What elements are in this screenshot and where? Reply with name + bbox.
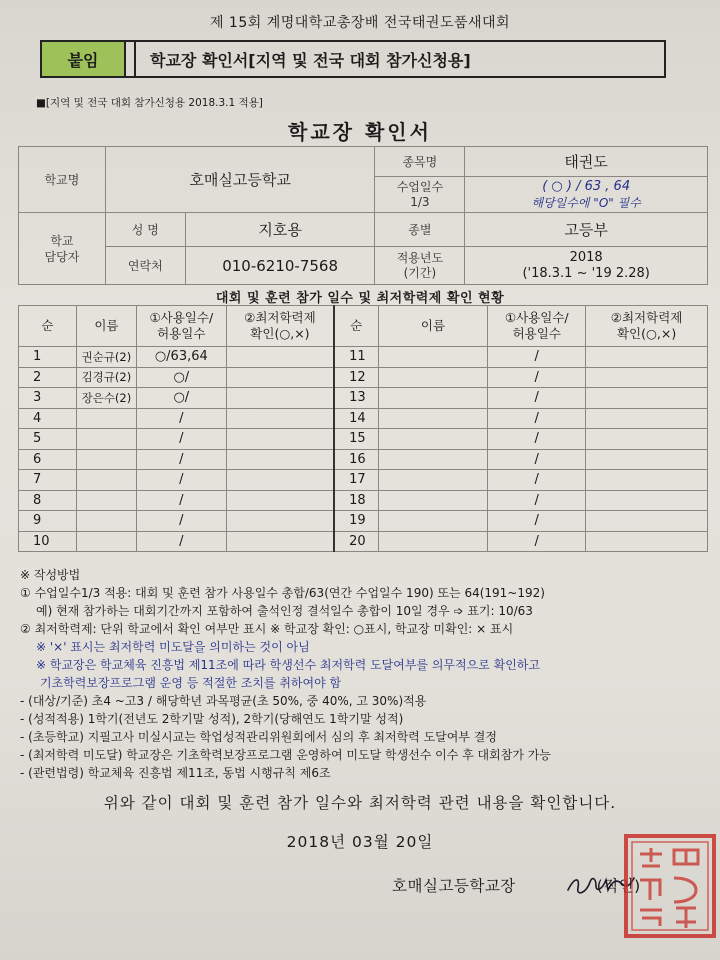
min-academic-check — [226, 449, 334, 470]
row-number: 6 — [19, 449, 77, 470]
col-no: 순 — [19, 306, 77, 347]
athlete-name — [378, 531, 488, 552]
min-academic-check — [586, 490, 708, 511]
min-academic-check — [226, 490, 334, 511]
note-4a: ※ 학교장은 학교체육 진흥법 제11조에 따라 학생선수 최저학력 도달여부를 의무적으로 확인하고 — [36, 658, 540, 672]
days-used: / — [136, 511, 226, 532]
name-label: 성 명 — [105, 213, 185, 247]
days-used: / — [136, 408, 226, 429]
division-label: 종별 — [375, 213, 465, 247]
row-number: 19 — [334, 511, 378, 532]
days-used: / — [136, 531, 226, 552]
min-academic-check — [586, 511, 708, 532]
col-cert-line2: 확인(○,×) — [250, 326, 310, 341]
attendance-label — [375, 177, 465, 213]
detail-5: - (관련법령) 학교체육 진흥법 제11조, 동법 시행규칙 제6조 — [20, 766, 331, 780]
col-days-line1: ①사용일수/ — [149, 310, 214, 325]
athlete-name — [76, 531, 136, 552]
row-number: 18 — [334, 490, 378, 511]
row-number: 7 — [19, 470, 77, 491]
sport-value: 태권도 — [465, 147, 708, 177]
row-number: 20 — [334, 531, 378, 552]
athlete-name — [76, 490, 136, 511]
min-academic-check — [226, 367, 334, 388]
row-number: 10 — [19, 531, 77, 552]
col-cert-right-line2: 확인(○,×) — [616, 326, 677, 341]
attendance-value: ( ○ ) / 63 , 64 — [542, 178, 631, 194]
table-row — [19, 511, 708, 532]
row-number: 2 — [19, 367, 77, 388]
table-row — [19, 429, 708, 450]
detail-4: - (최저학력 미도달) 학교장은 기초학력보장프로그램 운영하여 미도달 학생선수 이수 후 대회참가 가능 — [20, 748, 551, 762]
row-number: 3 — [19, 388, 77, 409]
athlete-name — [76, 449, 136, 470]
min-academic-check — [226, 347, 334, 368]
table-row — [19, 449, 708, 470]
row-number: 5 — [19, 429, 77, 450]
detail-3: - (초등학교) 지필고사 미실시교는 학업성적관리위원회에서 심의 후 최저학력 도달여부 결정 — [20, 730, 497, 744]
min-academic-check — [586, 367, 708, 388]
official-seal — [622, 832, 718, 940]
col-days-right-line2: 허용일수 — [512, 326, 561, 341]
days-used: / — [488, 531, 586, 552]
athlete-name — [76, 429, 136, 450]
seal-note: (직인) — [596, 877, 641, 895]
athlete-name — [378, 388, 488, 409]
division-value: 고등부 — [465, 213, 708, 247]
note-4b: 기초학력보장프로그램 운영 등 적절한 조치를 취하여야 함 — [40, 676, 342, 690]
min-academic-check — [226, 408, 334, 429]
days-used: / — [488, 347, 586, 368]
min-academic-check — [226, 388, 334, 409]
attendance-label-line2: 1/3 — [410, 194, 430, 209]
school-info-table — [18, 146, 708, 285]
status-title: 대회 및 훈련 참가 일수 및 최저학력제 확인 현황 — [215, 291, 505, 306]
athlete-name — [76, 470, 136, 491]
days-used: / — [488, 470, 586, 491]
manager-label-line2: 담당자 — [44, 249, 80, 264]
detail-1: - (대상/기준) 초4 ~고3 / 해당학년 과목평균(초 50%, 중 40%, 고 30%)적용 — [20, 694, 427, 708]
col-name: 이름 — [76, 306, 136, 347]
athlete-name — [378, 429, 488, 450]
document-title: 학교장 확인서 — [288, 120, 432, 144]
athlete-name — [378, 408, 488, 429]
contact-label: 연락처 — [105, 247, 185, 285]
period-label — [375, 247, 465, 285]
col-cert-line1: ②최저학력제 — [244, 310, 316, 325]
attachment-label: 붙임 — [42, 42, 126, 76]
athlete-name — [378, 490, 488, 511]
athlete-name: 김경규(2) — [76, 367, 136, 388]
attendance-label-line1: 수업일수 — [396, 179, 444, 194]
row-number: 16 — [334, 449, 378, 470]
table-row — [19, 490, 708, 511]
table-row — [19, 408, 708, 429]
min-academic-check — [586, 470, 708, 491]
athlete-name — [378, 449, 488, 470]
confirmation-statement: 위와 같이 대회 및 훈련 참가 일수와 최저학력 관련 내용을 확인합니다. — [103, 794, 617, 812]
row-number: 11 — [334, 347, 378, 368]
table-row — [19, 347, 708, 368]
row-number: 17 — [334, 470, 378, 491]
days-used: / — [136, 429, 226, 450]
days-used: / — [488, 429, 586, 450]
row-number: 15 — [334, 429, 378, 450]
col-no-right: 순 — [334, 306, 378, 347]
athlete-name — [76, 408, 136, 429]
days-used: / — [136, 449, 226, 470]
days-used: / — [488, 490, 586, 511]
table-row — [19, 367, 708, 388]
year-value: 2018 — [569, 249, 603, 265]
table-row — [19, 531, 708, 552]
attendance-cell — [465, 177, 708, 213]
col-days-right — [488, 306, 586, 347]
version-note: ■[지역 및 전국 대회 참가신청용 2018.3.1 적용] — [36, 97, 263, 109]
days-used: / — [488, 449, 586, 470]
min-academic-check — [586, 449, 708, 470]
row-number: 8 — [19, 490, 77, 511]
signer-title: 호매실고등학교장 — [392, 877, 516, 895]
table-row — [19, 470, 708, 491]
row-number: 4 — [19, 408, 77, 429]
days-used: / — [488, 511, 586, 532]
athlete-name — [378, 511, 488, 532]
col-days-right-line1: ①사용일수/ — [504, 310, 569, 325]
form-title: 학교장 확인서[지역 및 전국 대회 참가신청용] — [150, 50, 471, 70]
contact-value: 010-6210-7568 — [185, 247, 375, 285]
row-number: 1 — [19, 347, 77, 368]
note-2: ② 최저학력제: 단위 학교에서 확인 여부만 표시 ※ 학교장 확인: ○표시, 학교장 미확인: × 표시 — [20, 622, 514, 636]
days-used: ○/ — [136, 388, 226, 409]
athlete-name — [378, 367, 488, 388]
col-cert-right — [586, 306, 708, 347]
manager-label-line1: 학교 — [50, 233, 74, 248]
min-academic-check — [586, 388, 708, 409]
athlete-name — [378, 470, 488, 491]
school-label: 학교명 — [19, 147, 106, 213]
days-used: / — [136, 470, 226, 491]
athlete-name — [76, 511, 136, 532]
days-used: / — [488, 388, 586, 409]
sport-label: 종목명 — [375, 147, 465, 177]
instructions — [20, 566, 710, 782]
min-academic-check — [226, 429, 334, 450]
period-cell — [465, 247, 708, 285]
period-value: ('18.3.1 ~ '19 2.28) — [522, 265, 650, 281]
row-number: 9 — [19, 511, 77, 532]
athlete-name — [378, 347, 488, 368]
athlete-name: 권순규(2) — [76, 347, 136, 368]
note-3: ※ '×' 표시는 최저학력 미도달을 의미하는 것이 아님 — [36, 640, 310, 654]
manager-label — [19, 213, 106, 285]
banner-divider — [126, 42, 136, 76]
min-academic-check — [586, 531, 708, 552]
instructions-heading: ※ 작성방법 — [20, 568, 81, 582]
table-row — [19, 388, 708, 409]
col-name-right: 이름 — [378, 306, 488, 347]
days-used: / — [488, 408, 586, 429]
detail-2: - (성적적용) 1학기(전년도 2학기말 성적), 2학기(당해연도 1학기말 성적) — [20, 712, 404, 726]
days-used: ○/63,64 — [136, 347, 226, 368]
note-1a: ① 수업일수1/3 적용: 대회 및 훈련 참가 사용일수 총합/63(연간 수업일수 190) 또는 64(191~192) — [20, 586, 545, 600]
min-academic-check — [226, 470, 334, 491]
min-academic-check — [586, 408, 708, 429]
row-number: 12 — [334, 367, 378, 388]
event-title: 제 15회 계명대학교총장배 전국태권도품새대회 — [209, 15, 511, 31]
col-days-line2: 허용일수 — [157, 326, 206, 341]
athlete-name: 장은수(2) — [76, 388, 136, 409]
attendance-note: 해당일수에 "O" 필수 — [531, 195, 641, 210]
roster-table — [18, 305, 708, 552]
days-used: / — [136, 490, 226, 511]
col-days — [136, 306, 226, 347]
min-academic-check — [586, 347, 708, 368]
roster-body — [19, 347, 708, 552]
note-1b: 예) 현재 참가하는 대회기간까지 포함하여 출석인정 결석일수 총합이 10일 경우 ➩ 표기: 10/63 — [36, 604, 533, 618]
days-used: / — [488, 367, 586, 388]
row-number: 14 — [334, 408, 378, 429]
min-academic-check — [226, 511, 334, 532]
col-cert — [226, 306, 334, 347]
name-value: 지호용 — [185, 213, 375, 247]
form-banner — [40, 40, 666, 78]
min-academic-check — [226, 531, 334, 552]
days-used: ○/ — [136, 367, 226, 388]
school-name: 호매실고등학교 — [105, 147, 375, 213]
issue-date: 2018년 03월 20일 — [286, 833, 434, 851]
row-number: 13 — [334, 388, 378, 409]
min-academic-check — [586, 429, 708, 450]
period-label-line1: 적용년도 — [396, 250, 444, 265]
period-label-line2: (기간) — [403, 265, 437, 280]
col-cert-right-line1: ②최저학력제 — [610, 310, 683, 325]
